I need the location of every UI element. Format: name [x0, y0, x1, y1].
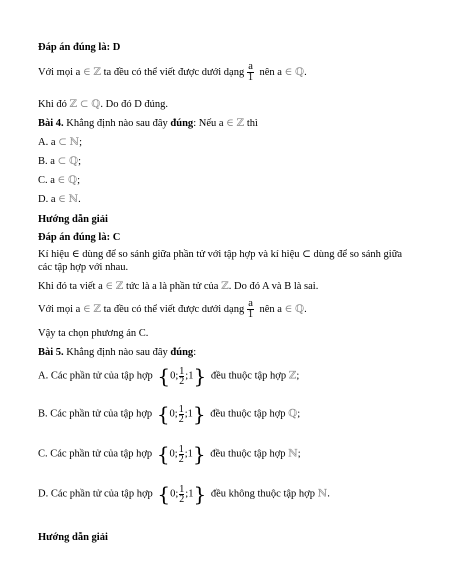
paragraph-rational-form-2: Với mọi a ∈ ℤ ta đều có thể viết được dưới dạng $\frac{a}{1}$ nên a ∈ ℚ.: [38, 298, 307, 320]
option-4a: A. a ⊂ ℕ;: [38, 137, 83, 148]
guide-heading-1: Hướng dẫn giải: [38, 214, 108, 225]
fraction-half: $\frac{1}{2}$: [179, 365, 185, 387]
paragraph-rational-form-1: Với mọi a ∈ ℤ ta đều có thể viết được dưới dạng $\frac{a}{1}$ nên a ∈ ℚ.: [38, 61, 307, 83]
option-5d: D. Các phần tử của tập hợp {0; $\frac{1}{2}$ ;1} đều không thuộc tập hợp ℕ.: [38, 482, 330, 506]
paragraph-element-of-z: Khi đó ta viết a ∈ ℤ tức là a là phần tử của ℤ. Do đó A và B là sai.: [38, 281, 319, 292]
option-4b: B. a ⊂ ℚ;: [38, 156, 82, 167]
set-expression: {0; $\frac{1}{2}$ ;1}: [156, 402, 206, 426]
answer-heading-1: Đáp án đúng là: D: [38, 42, 121, 53]
question-5: Bài 5. Khẳng định nào sau đây đúng:: [38, 347, 197, 358]
option-5a: A. Các phần tử của tập hợp {0; $\frac{1}{2}$ ;1} đều thuộc tập hợp ℤ;: [38, 364, 300, 388]
guide-heading-2: Hướng dẫn giải: [38, 532, 108, 543]
fraction-half: $\frac{1}{2}$: [178, 403, 184, 425]
paragraph-conclusion-1: Khi đó ℤ ⊂ ℚ. Do đó D đúng.: [38, 99, 169, 110]
fraction-a-over-1: $\frac{a}{1}$: [247, 298, 254, 320]
set-expression: {0; $\frac{1}{2}$ ;1}: [157, 482, 207, 506]
set-expression: {0; $\frac{1}{2}$ ;1}: [157, 364, 207, 388]
set-expression: {0; $\frac{1}{2}$ ;1}: [156, 442, 206, 466]
paragraph-symbol-explain-line-1: Kí hiệu ∈ dùng để so sánh giữa phần tử với tập hợp và kí hiệu ⊂ dùng để so sánh giữa: [38, 249, 403, 260]
answer-heading-2: Đáp án đúng là: C: [38, 232, 121, 243]
option-4d: D. a ∈ ℕ.: [38, 194, 81, 205]
option-5c: C. Các phần tử của tập hợp {0; $\frac{1}{2}$ ;1} đều thuộc tập hợp ℕ;: [38, 442, 301, 466]
paragraph-choose-c: Vậy ta chọn phương án C.: [38, 328, 149, 339]
fraction-half: $\frac{1}{2}$: [179, 483, 185, 505]
question-4: Bài 4. Khẳng định nào sau đây đúng: Nếu a ∈ ℤ thì: [38, 118, 258, 129]
option-4c: C. a ∈ ℚ;: [38, 175, 81, 186]
paragraph-symbol-explain-line-2: các tập hợp với nhau.: [38, 262, 129, 273]
fraction-a-over-1: $\frac{a}{1}$: [247, 61, 254, 83]
option-5b: B. Các phần tử của tập hợp {0; $\frac{1}{2}$ ;1} đều thuộc tập hợp ℚ;: [38, 402, 301, 426]
fraction-half: $\frac{1}{2}$: [178, 443, 184, 465]
